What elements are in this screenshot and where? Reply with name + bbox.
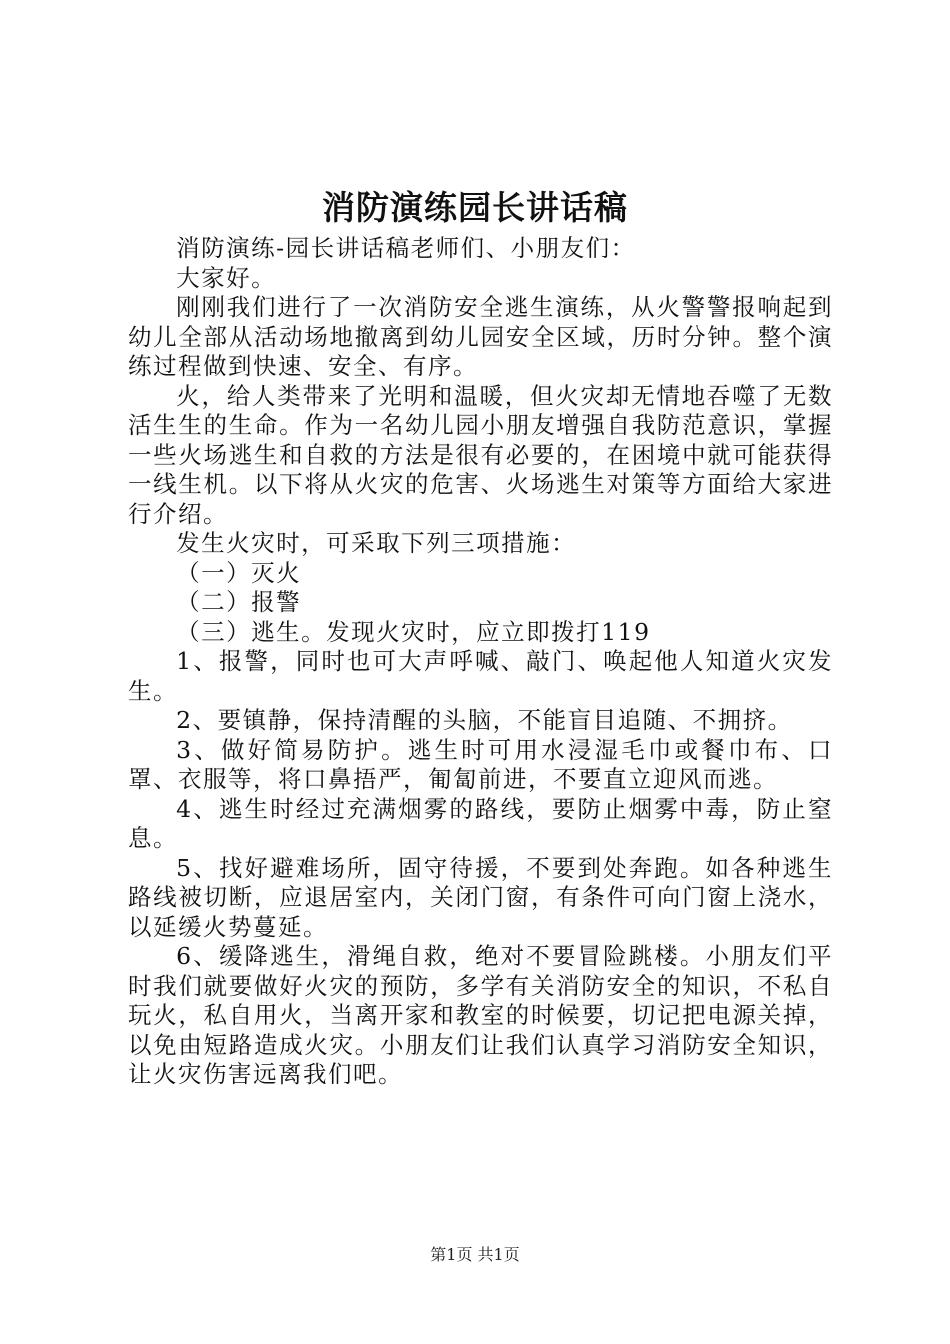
step-4-smoke: 4、逃生时经过充满烟雾的路线，要防止烟雾中毒，防止窒息。 bbox=[128, 794, 833, 852]
paragraph-greeting: 消防演练-园长讲话稿老师们、小朋友们： bbox=[176, 234, 636, 262]
paragraph-drill-summary: 刚刚我们进行了一次消防安全逃生演练，从火警警报响起到幼儿全部从活动场地撤离到幼儿园安全区域，历时分钟。整个演练过程做到快速、安全、有序。 bbox=[128, 293, 833, 380]
paragraph-hello: 大家好。 bbox=[176, 263, 277, 292]
document-body bbox=[128, 234, 833, 1090]
page-number-footer: 第1页 共1页 bbox=[430, 1245, 520, 1264]
step-6-descend: 6、缓降逃生，滑绳自救，绝对不要冒险跳楼。小朋友们平时我们就要做好火灾的预防，多学有关消防安全的知识，不私自玩火，私自用火，当离开家和教室的时候要，切记把电源关掉，以免由短路造成火灾。小朋友们让我们认真学习消防安全知识，让火灾伤害远离我们吧。 bbox=[128, 942, 833, 1088]
list-item-escape: （三）逃生。发现火灾时，应立即拨打119 bbox=[176, 617, 651, 646]
list-item-report: （二）报警 bbox=[176, 588, 302, 616]
step-5-refuge: 5、找好避难场所，固守待援，不要到处奔跑。如各种逃生路线被切断，应退居室内，关闭门窗，有条件可向门窗上浇水，以延缓火势蔓延。 bbox=[128, 853, 833, 941]
list-item-extinguish: （一）灭火 bbox=[176, 558, 302, 587]
step-1-alarm: 1、报警，同时也可大声呼喊、敲门、唤起他人知道火灾发生。 bbox=[128, 647, 833, 705]
paragraph-measures-heading: 发生火灾时，可采取下列三项措施： bbox=[176, 529, 577, 557]
step-2-calm: 2、要镇静，保持清醒的头脑，不能盲目追随、不拥挤。 bbox=[176, 706, 793, 734]
document-title: 消防演练园长讲话稿 bbox=[322, 188, 628, 227]
step-3-protection: 3、做好简易防护。逃生时可用水浸湿毛巾或餐巾布、口罩、衣服等，将口鼻捂严，匍匐前进，不要直立迎风而逃。 bbox=[128, 735, 833, 793]
paragraph-fire-intro: 火，给人类带来了光明和温暖，但火灾却无情地吞噬了无数活生生的生命。作为一名幼儿园小朋友增强自我防范意识，掌握一些火场逃生和自救的方法是很有必要的，在困境中就可能获得一线生机。以下将从火灾的危害、火场逃生对策等方面给大家进行介绍。 bbox=[128, 381, 833, 528]
